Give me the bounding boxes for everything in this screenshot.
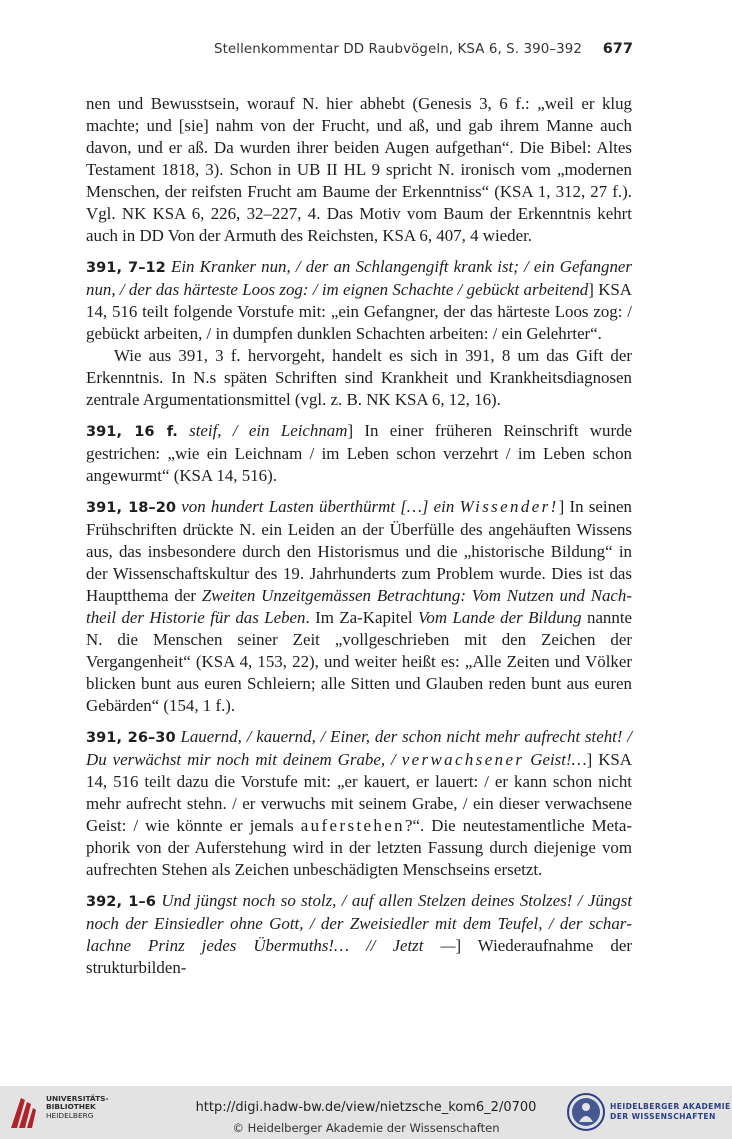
academy-name-line2: DER WISSENSCHAFTEN bbox=[610, 1111, 716, 1121]
entry-lemma-spaced: verwachsener bbox=[401, 750, 525, 769]
chapter-title: Vom Lande der Bildung bbox=[417, 608, 582, 627]
entry-lemma: steif, / ein Leichnam bbox=[189, 421, 348, 440]
entry-reference: 391, 26–30 bbox=[86, 729, 176, 746]
entry-commentary: ] In einer früheren Reinschrift wurde gestrichen: „wie ein Leichnam / im Leben schon verzehrt / im Leben schon angewurmt“ (KSA 14, 516). bbox=[86, 421, 633, 485]
work-title: Zweiten Unzeitgemässen Betrachtung: Vom Nutzen und Nachtheil der Historie für das Leben bbox=[86, 586, 632, 627]
academy-logo bbox=[566, 1092, 731, 1134]
entry-lemma: von hundert Lasten überthürmt […] ein bbox=[181, 497, 460, 516]
ub-city: HEIDELBERG bbox=[46, 1110, 94, 1120]
spaced-word: auferstehen bbox=[300, 816, 406, 835]
academy-name bbox=[610, 1102, 731, 1121]
entry-commentary-end: ?“. Die neutestamentliche Metaphorik von der Auferstehung wird in der letzten Fassung durch diejenige vom aufrechten Stehen als Zeichen unbeschädigten Menschseins ersetzt. bbox=[86, 816, 632, 879]
academy-name-line1: HEIDELBERGER AKADEMIE bbox=[610, 1102, 731, 1111]
running-header: Stellenkommentar DD Raubvögeln, KSA 6, S. 390–392 bbox=[213, 42, 582, 57]
entry-391-7 bbox=[86, 256, 632, 345]
academy-seal-icon bbox=[566, 1092, 606, 1132]
paragraph-continuation: nen und Bewusstsein, worauf N. hier abhebt (Genesis 3, 6 f.: „weil er klug machte; und [sie] nahm von der Frucht, und aß, und gab ihrem Manne auch davon, und er aß. Da wurden ihrer beiden Augen aufgethan“. Die Bibel: Altes Testament 1818, 3). Schon in UB II HL 9 spricht N. ironisch vom „modernen Menschen, der reifsten Frucht am Baume der Erkenntniss“ (KSA 1, 312, 27 f.). Vgl. NK KSA 6, 226, 32–227, 4. Das Motiv vom Baum der Erkenntnis kehrt auch in DD Von der Armuth des Reichsten, KSA 6, 407, 4 wieder. bbox=[86, 94, 632, 245]
entry-lemma-spaced: Wissender! bbox=[459, 497, 559, 516]
ub-name-text: UNIVERSITÄTS- BIBLIOTHEK bbox=[46, 1094, 109, 1112]
entry-commentary: ] In seinen Frühschriften drückte N. ein Leiden an der Überfülle des angehäuften Wissens aus, das insbesondere durch den Historismus und die „historische Bildung“ in der Wissenschaftskultur des 19. Jahrhunderts zum Problem wurde. Dies ist das Hauptthema der bbox=[86, 497, 632, 605]
copyright-notice: © Heidelberger Akademie der Wissenschaften bbox=[232, 1121, 500, 1135]
entry-391-18 bbox=[86, 496, 632, 717]
entry-lemma: Und jüngst noch so stolz, / auf allen Stelzen deines Stolzes! / Jüngst noch der Einsiedler ohne Gott, / der Zweisiedler mit dem Teufel, / der scharlachne Prinz jedes Übermuths!… // Jetzt — bbox=[86, 891, 633, 955]
entry-commentary: ] KSA 14, 516 teilt folgende Vorstufe mit: „ein Gefangner, der das härteste Loos zog: / gebückt arbeiten, / in dumpfen dunklen Schachten arbeiten: / ein Gelehrter“. bbox=[86, 280, 632, 343]
entry-reference: 392, 1–6 bbox=[86, 893, 156, 910]
commentary-body bbox=[86, 93, 632, 979]
entry-commentary: ] KSA 14, 516 teilt dazu die Vorstufe mit: „er kauert, er lauert: / er kann schon nicht mehr aufrecht stehn. / er verwuchs mit seinem Grabe, / ein dieser verwachsene Geist: / wie könnte er jemals bbox=[86, 750, 632, 835]
entry-reference: 391, 7–12 bbox=[86, 259, 166, 276]
entry-reference: 391, 16 f. bbox=[86, 423, 178, 440]
entry-commentary: ] Wiederaufnahme der strukturbilden- bbox=[86, 936, 632, 977]
page-number: 677 bbox=[602, 41, 633, 57]
entry-commentary-end: nannte N. die Menschen seiner Zeit „vollgeschrieben mit den Zeichen der Vergangenheit“ (KSA 4, 153, 22), und weiter heißt es: „Alle Zeiten und Völker blicken bunt aus euren Schleiern; alle Sitten und Glauben reden bunt aus euren Gebärden“ (154, 1 f.). bbox=[86, 608, 633, 715]
entry-lemma: Lauernd, / kauernd, / Einer, der schon nicht mehr aufrecht steht! / Du verwächst mir noch mit deinem Grabe, / bbox=[86, 727, 632, 769]
entry-391-26 bbox=[86, 726, 632, 881]
entry-lemma-end: Geist!… bbox=[524, 750, 587, 769]
footer-bar bbox=[0, 1086, 732, 1139]
entry-391-16 bbox=[86, 420, 632, 487]
source-url-link[interactable]: http://digi.hadw-bw.de/view/nietzsche_kom6_2/0700 bbox=[195, 1100, 537, 1115]
entry-reference: 391, 18–20 bbox=[86, 499, 177, 516]
entry-391-7-continuation: Wie aus 391, 3 f. hervorgeht, handelt es sich in 391, 8 um das Gift der Erkenntnis. In N.s späten Schriften sind Krankheit und Krankheitsdiagnosen zentrale Argumentationsmittel (vgl. z. B. NK KSA 6, 12, 16). bbox=[86, 346, 632, 409]
entry-commentary-cont: . Im Za-Kapitel bbox=[305, 608, 418, 627]
entry-lemma: Ein Kranker nun, / der an Schlangengift krank ist; / ein Gefangner nun, / der das härteste Loos zog: / im eignen Schachte / gebückt arbeitend bbox=[86, 257, 632, 299]
entry-392-1 bbox=[86, 890, 632, 979]
